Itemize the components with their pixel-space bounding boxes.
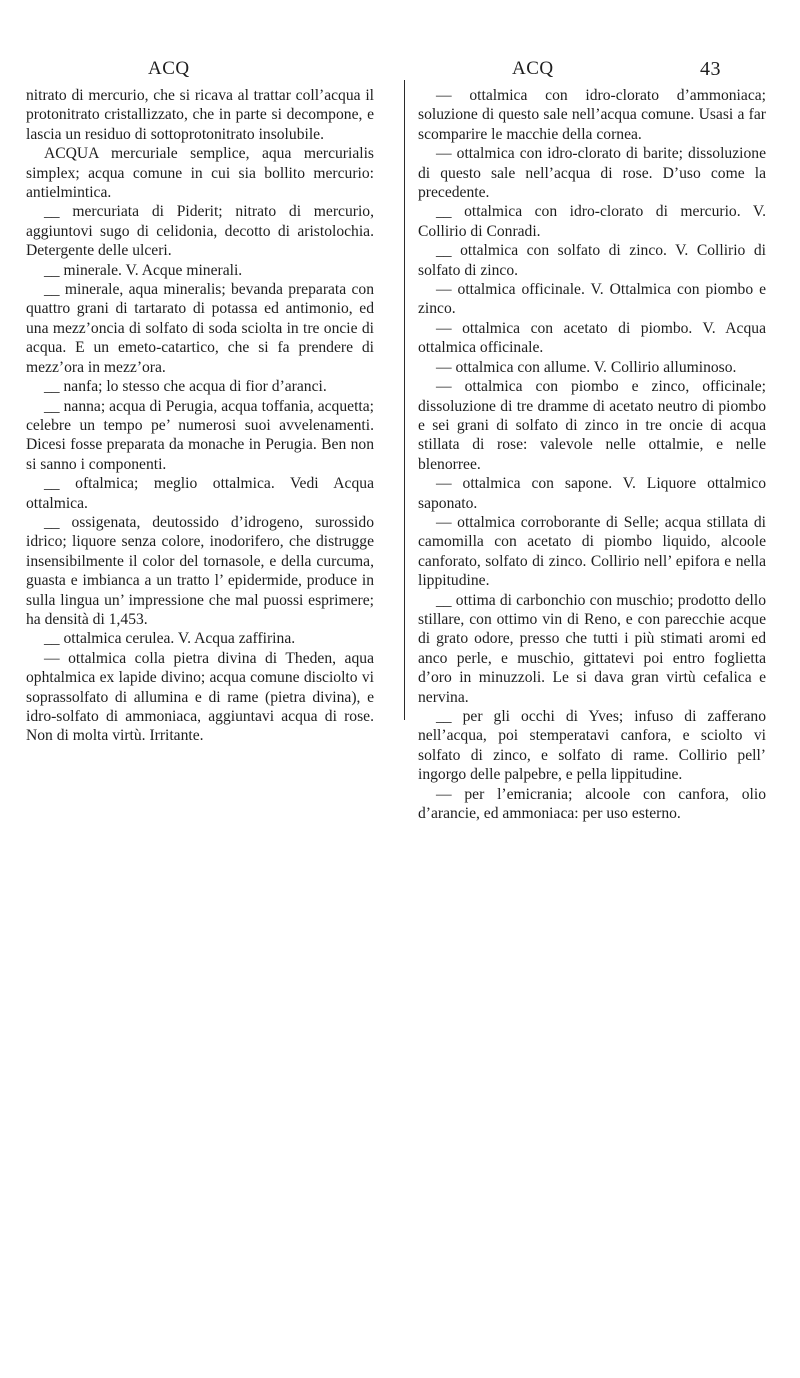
dictionary-entry: — ottalmica con idro-clorato di barite; dissoluzione di questo sale nell’acqua di rose. D’uso come la precedente. (418, 145, 766, 202)
right-column (418, 86, 766, 823)
dictionary-entry: __ ottima di carbonchio con muschio; prodotto dello stillare, con ottimo vin di Reno, e con parecchie acque di grato odore, presso che tutti i più stimati aromi ed anco perle, e muschio, gittatevi poi entro foglietta d’oro in minuzzoli. Le si dava gran virtù cefalica e nervina. (418, 591, 766, 706)
dictionary-entry: — ottalmica con allume. V. Collirio alluminoso. (436, 358, 737, 376)
dictionary-entry: __ per gli occhi di Yves; infuso di zafferano nell’acqua, poi stemperatavi canfora, e sciolto vi solfato di zinco, e solfato di rame. Collirio pell’ ingorgo delle palpebre, e pella lippitudine. (418, 708, 766, 784)
dictionary-entry: __ nanna; acqua di Perugia, acqua toffania, acquetta; celebre un tempo pe’ numerosi suoi avvelenamenti. Dicesi fosse preparata da monache in Perugia. Ben non si sanno i componenti. (26, 397, 374, 473)
dictionary-entry: — ottalmica con piombo e zinco, officinale; dissoluzione di tre dramme di acetato neutro di piombo e sei grani di solfato di zinco in tre oncie di acqua stillata di rose: valevole nelle ottalmie, e nelle blenorree. (418, 378, 766, 473)
dictionary-entry: __ ottalmica con idro-clorato di mercurio. V. Collirio di Conradi. (418, 203, 766, 240)
dictionary-entry: __ oftalmica; meglio ottalmica. Vedi Acqua ottalmica. (26, 475, 374, 512)
dictionary-entry: — ottalmica con idro-clorato d’ammoniaca; soluzione di questo sale nell’acqua comune. Usasi a far scomparire le macchie della cornea. (418, 87, 766, 143)
dictionary-entry: nitrato di mercurio, che si ricava al trattar coll’acqua il protonitrato cristallizzato, che in parte si decompone, e lascia un residuo di sottoprotonitrato insolubile. (26, 87, 374, 143)
dictionary-entry: __ minerale. V. Acque minerali. (44, 261, 243, 279)
dictionary-entry: __ ottalmica con solfato di zinco. V. Collirio di solfato di zinco. (418, 242, 766, 279)
dictionary-entry: ACQUA mercuriale semplice, aqua mercurialis simplex; acqua comune in cui sia bollito mercurio: antielmintica. (26, 145, 374, 202)
dictionary-entry: — per l’emicrania; alcoole con canfora, olio d’arancie, ed ammoniaca: per uso esterno. (418, 785, 766, 823)
dictionary-entry: — ottalmica officinale. V. Ottalmica con piombo e zinco. (418, 281, 766, 318)
dictionary-entry: __ minerale, aqua mineralis; bevanda preparata con quattro grani di tartarato di potassa ed antimonio, ed una mezz’oncia di solfato di soda sciolta in tre oncie di acqua. E un emeto-catartico, che si fa prendere di mezz’ora in mezz’ora. (26, 281, 374, 376)
dictionary-entry: __ ossigenata, deutossido d’idrogeno, surossido idrico; liquore senza colore, inodorifero, che distrugge insensibilmente il color del tornasole, e della curcuma, guasta e imbianca a un tratto l’ epidermide, produce in sulla lingua un’ impressione che mal puossi esprimere; ha densità di 1,453. (26, 513, 374, 628)
running-head-right: ACQ (512, 58, 554, 79)
dictionary-entry: — ottalmica corroborante di Selle; acqua stillata di camomilla con acetato di piombo liquido, alcoole canforato, solfato di zinco. Collirio nell’ epifora e nella lippitudine. (418, 513, 766, 590)
page-number: 43 (700, 58, 721, 80)
running-head-left: ACQ (148, 58, 190, 79)
dictionary-entry: __ mercuriata di Piderit; nitrato di mercurio, aggiuntovi sugo di celidonia, decotto di aristolochia. Detergente delle ulceri. (26, 203, 374, 260)
dictionary-entry: __ ottalmica cerulea. V. Acqua zaffirina. (44, 630, 296, 648)
left-column (26, 86, 374, 746)
dictionary-entry: — ottalmica con acetato di piombo. V. Acqua ottalmica officinale. (418, 319, 766, 357)
column-divider (404, 80, 405, 720)
dictionary-entry: — ottalmica con sapone. V. Liquore ottalmico saponato. (418, 475, 766, 512)
dictionary-entry: __ nanfa; lo stesso che acqua di fior d’aranci. (44, 378, 327, 396)
dictionary-entry: — ottalmica colla pietra divina di Theden, aqua ophtalmica ex lapide divino; acqua comune disciolto vi soprassolfato di allumina e di rame (pietra divina), e idro-solfato di ammoniaca, aggiuntavi acqua di rose. Non di molta virtù. Irritante. (26, 649, 374, 745)
